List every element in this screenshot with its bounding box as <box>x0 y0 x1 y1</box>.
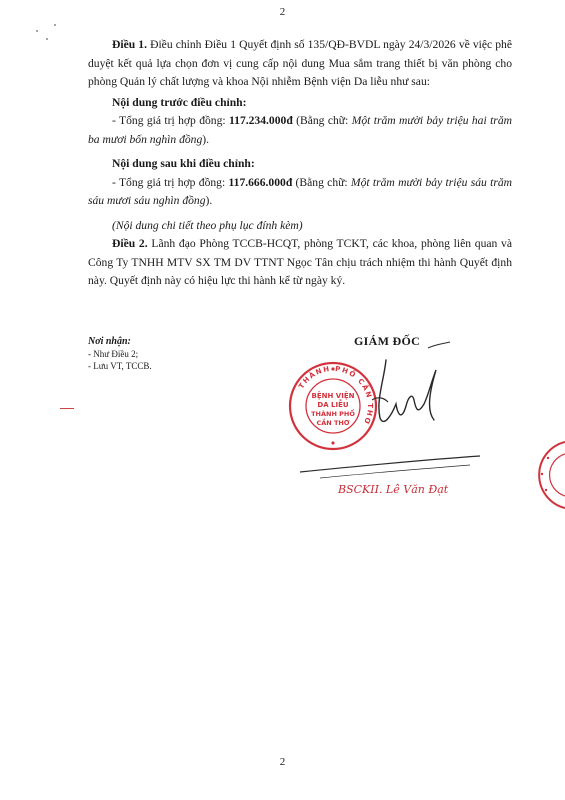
after-amount-line <box>88 174 512 211</box>
article-1 <box>88 36 512 92</box>
after-prefix: - Tổng giá trị hợp đồng: <box>112 175 229 189</box>
stamp-line-1: BỆNH VIỆN <box>311 392 355 400</box>
recipients-title: Nơi nhận: <box>88 336 131 347</box>
recipients-block <box>88 336 152 372</box>
before-words-close: ). <box>202 132 210 146</box>
page-number-top: 2 <box>279 6 286 18</box>
page-number-bottom: 2 <box>279 756 286 768</box>
scan-speck <box>36 30 38 32</box>
recipient-item: - Lưu VT, TCCB. <box>88 361 152 371</box>
before-prefix: - Tổng giá trị hợp đồng: <box>112 114 229 127</box>
director-title: GIÁM ĐỐC <box>354 334 421 348</box>
article-1-text: Điều chỉnh Điều 1 Quyết định số 135/QĐ-BVDL ngày 24/3/2026 về việc phê duyệt kết quả lựa chọn đơn vị cung cấp nội dung Mua sắm trang thiết bị văn phòng cho phòng Quản lý chất lượng và khoa Nội nhiễm Bệnh viện Da liễu như sau: <box>88 38 512 88</box>
article-2 <box>88 235 512 291</box>
signer-name: BSCKII. Lê Văn Đạt <box>338 483 449 496</box>
stamp-line-3: THÀNH PHỐ <box>311 410 355 418</box>
appendix-note: (Nội dung chi tiết theo phụ lục đính kèm) <box>112 218 303 232</box>
before-words: Một trăm mười bảy triệu hai trăm ba mươi bốn nghìn đồng <box>88 114 512 146</box>
scan-speck <box>54 24 56 26</box>
after-heading: Nội dung sau khi điều chỉnh: <box>112 157 255 170</box>
before-heading: Nội dung trước điều chỉnh: <box>112 95 247 109</box>
document-body <box>88 36 512 291</box>
scan-speck <box>46 38 48 40</box>
before-amount-line <box>88 112 512 149</box>
before-amount: 117.234.000đ <box>228 114 293 127</box>
edge-seal-stamp <box>520 440 565 510</box>
recipient-item: - Như Điều 2; <box>88 349 139 359</box>
article-2-text: Lãnh đạo Phòng TCCB-HCQT, phòng TCKT, các khoa, phòng liên quan và Công Ty TNHH MTV SX TM DV TTNT Ngọc Tân chịu trách nhiệm thi hành Quyết định này. Quyết định này có hiệu lực thi hành kể từ ngày ký. <box>88 237 513 287</box>
after-amount: 117.666.000đ <box>228 175 293 189</box>
stamp-ring-text: THÀNH PHỐ CẦN THƠ <box>297 364 375 427</box>
after-words-close: ). <box>205 194 213 207</box>
director-signature <box>280 340 480 490</box>
article-2-label: Điều 2. <box>112 237 148 250</box>
before-words-open: (Bằng chữ: <box>292 114 352 127</box>
stamp-line-2: DA LIỄU <box>317 401 349 409</box>
article-1-label: Điều 1. <box>112 38 147 51</box>
after-words-open: (Bằng chữ: <box>292 175 351 189</box>
margin-mark <box>60 408 74 409</box>
after-words: Một trăm mười bảy triệu sáu trăm sáu mươi sáu nghìn đồng <box>88 175 512 207</box>
stamp-line-4: CẦN THƠ <box>316 419 350 427</box>
